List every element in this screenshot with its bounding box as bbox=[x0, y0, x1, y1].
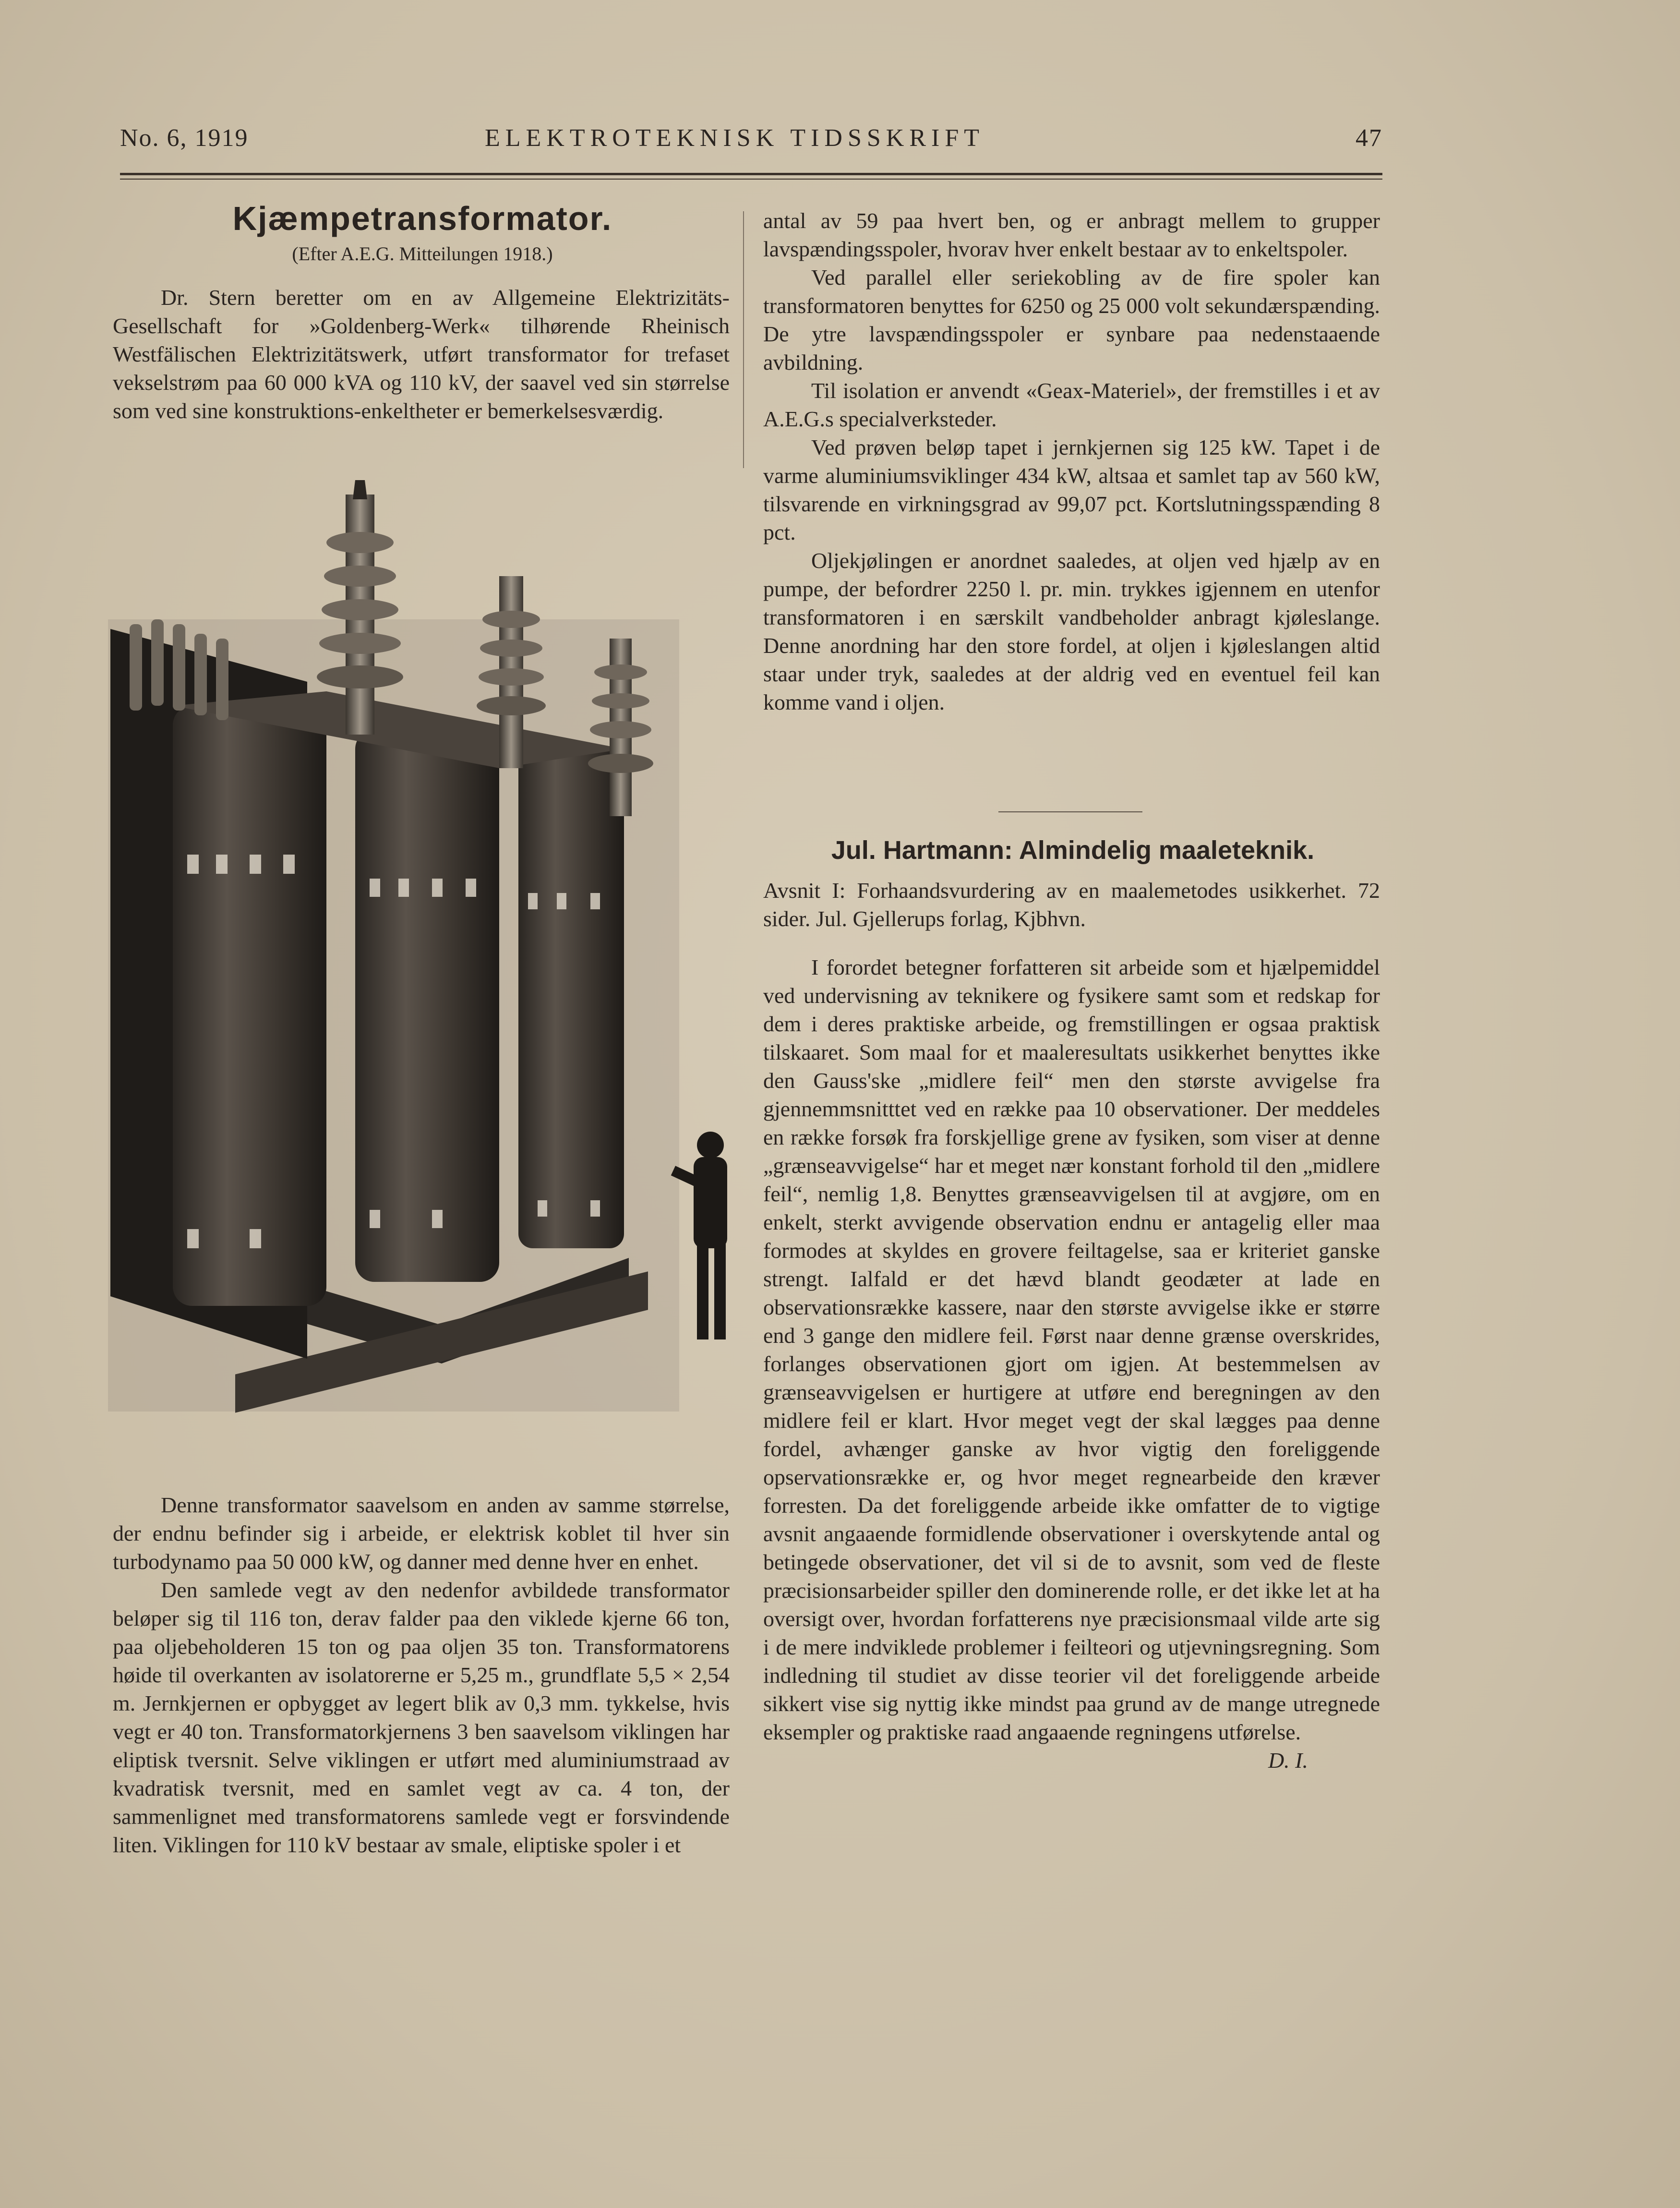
review-text: I forordet betegner forfatteren sit arbeide som et hjælpemiddel ved undervisning av teknikere og fysikere samt som et redskap for dem i deres praktiske arbeide, og fremstillingen er ogsaa praktisk tilskaaret. Som maal for et maaleresultats usikkerhet benyttes ikke den Gauss'ske „midlere feil“ men den største avvigelse fra gjennemmsnitttet ved en række paa 10 observationer. Der meddeles en række forsøk fra forskjellige grene av fysiken, som viser at denne „grænseavvigelse“ har et meget nær konstant forhold til den „midlere feil“, nemlig 1,8. Benyttes grænseavvigelsen til at avgjøre, om en enkelt, sterkt avvigende observation endnu er antagelig eller maa formodes at skyldes en grovere feiltagelse, saa er kriteriet ganske strengt. Ialfald er det hævd blandt geodæter at lade en observationsrække kassere, naar den største avvigelse ikke er større end 3 gange den midlere feil. Først naar denne grænse overskrides, forlanges observationen gjort om igjen. At bestemmelsen av grænseavvigelsen er hurtigere at utføre end beregningen av den midlere feil er klart. Hvor meget vegt der skal lægges paa denne fordel, avhænger ganske av hvor vigtig den foreliggende opservationsrække er, og hvor meget regnearbeide den kræver forresten. Da det foreliggende arbeide ikke omfatter de to vigtige avsnit angaaende formidlende observationer i overskytende antal og betingede observationer, det vil si de to avsnit, som ved de fleste præcisionsarbeider spiller den dominerende rolle, er det ikke let at ha oversigt over, hvordan forfatterens nye præcisionsmaal vilde arte sig i de mere indviklede problemer i feilteori og utjevningsregning. Som indledning til studiet av disse teorier vil det foreliggende arbeide sikkert vise sig nyttig ikke mindst paa grund av de mange utregnede eksempler og praktiske raad angaaende regningens utførelse. bbox=[763, 955, 1380, 1744]
section-divider bbox=[998, 811, 1142, 812]
column-divider bbox=[743, 211, 744, 468]
page-header bbox=[120, 124, 1382, 157]
review-body-block bbox=[763, 953, 1380, 1774]
paragraph: Denne transformator saavelsom en anden av samme størrelse, der endnu befinder sig i arbeide, er elektrisk koblet til hver sin turbodynamo paa 50 000 kW, og danner med denne hver en enhet. bbox=[113, 1493, 730, 1574]
review-subtitle: Avsnit I: Forhaandsvurdering av en maalemetodes usikkerhet. 72 sider. Jul. Gjellerups forlag, Kjbhvn. bbox=[763, 878, 1380, 931]
paragraph: Den samlede vegt av den nedenfor avbildede transformator beløper sig til 116 ton, derav falder paa den viklede kjerne 66 ton, paa oljebeholderen 15 ton og paa oljen 35 ton. Transformatorens høide til overkanten av isolatorerne er 5,25 m., grundflate 5,5 × 2,54 m. Jernkjernen er opbygget av legert blik av 0,3 mm. tykkelse, hvis vegt er 40 ton. Transformatorkjernens 3 ben saavelsom viklingen har eliptisk tversnit. Selve viklingen er utført med aluminiumstraad av kvadratisk tversnit, med en samlet vegt av ca. 4 ton, der sammenlignet med transformatorens samlede vegt er forsvindende liten. Viklingen for 110 kV bestaar av smale, eliptiske spoler i et bbox=[113, 1578, 730, 1857]
review-body bbox=[763, 953, 1380, 1773]
issue-number: No. 6, 1919 bbox=[120, 124, 249, 152]
header-rule-thin bbox=[120, 179, 1382, 180]
paragraph: Ved prøven beløp tapet i jernkjernen sig 125 kW. Tapet i de varme aluminiumsviklinger 434 kW, altsaa et samlet tap av 560 kW, tilsvarende en virkningsgrad av 99,07 pct. Kortslutningsspænding 8 pct. bbox=[763, 435, 1380, 544]
journal-title: ELEKTROTEKNISK TIDSSKRIFT bbox=[485, 124, 985, 152]
page-number: 47 bbox=[1356, 124, 1382, 152]
article-source: (Efter A.E.G. Mitteilungen 1918.) bbox=[292, 243, 553, 265]
review-title: Jul. Hartmann: Almindelig maaleteknik. bbox=[831, 836, 1315, 865]
article-body-right bbox=[763, 206, 1380, 716]
transformer-photo bbox=[106, 480, 739, 1469]
article-body-left bbox=[113, 1491, 730, 1859]
paragraph: Dr. Stern beretter om en av Allgemeine Elektrizitäts-Gesellschaft for »Goldenberg-Werk« tilhørende Rheinisch Westfälischen Elektrizitätswerk, utført transformator for trefaset vekselstrøm paa 60 000 kVA og 110 kV, der saavel ved sin størrelse som ved sine konstruktions-enkeltheter er bemerkelsesværdig. bbox=[113, 285, 730, 423]
article-intro bbox=[113, 283, 730, 425]
article-title: Kjæmpetransformator. bbox=[232, 200, 612, 237]
review-signature: D. I. bbox=[1268, 1748, 1308, 1773]
header-rule bbox=[120, 173, 1382, 175]
review-subtitle-block bbox=[763, 876, 1380, 933]
paragraph: Ved parallel eller seriekobling av de fire spoler kan transformatoren benyttes for 6250 og 25 000 volt sekundærspænding. De ytre lavspændingsspoler er synbare paa nedenstaaende avbildning. bbox=[763, 265, 1380, 374]
paragraph: antal av 59 paa hvert ben, og er anbragt mellem to grupper lavspændingsspoler, hvorav hver enkelt bestaar av to enkeltspoler. bbox=[763, 208, 1380, 261]
man-figure bbox=[671, 1132, 727, 1339]
paragraph: Oljekjølingen er anordnet saaledes, at oljen ved hjælp av en pumpe, der befordrer 2250 l. pr. min. trykkes igjennem en utenfor transformatoren i en særskilt vandbeholder anbragt kjøleslange. Denne anordning har den store fordel, at oljen i kjøleslangen altid staar under tryk, saaledes at der aldrig ved en eventuel feil kan komme vand i oljen. bbox=[763, 548, 1380, 714]
paragraph: Til isolation er anvendt «Geax-Materiel», der fremstilles i et av A.E.G.s specialverksteder. bbox=[763, 378, 1380, 431]
